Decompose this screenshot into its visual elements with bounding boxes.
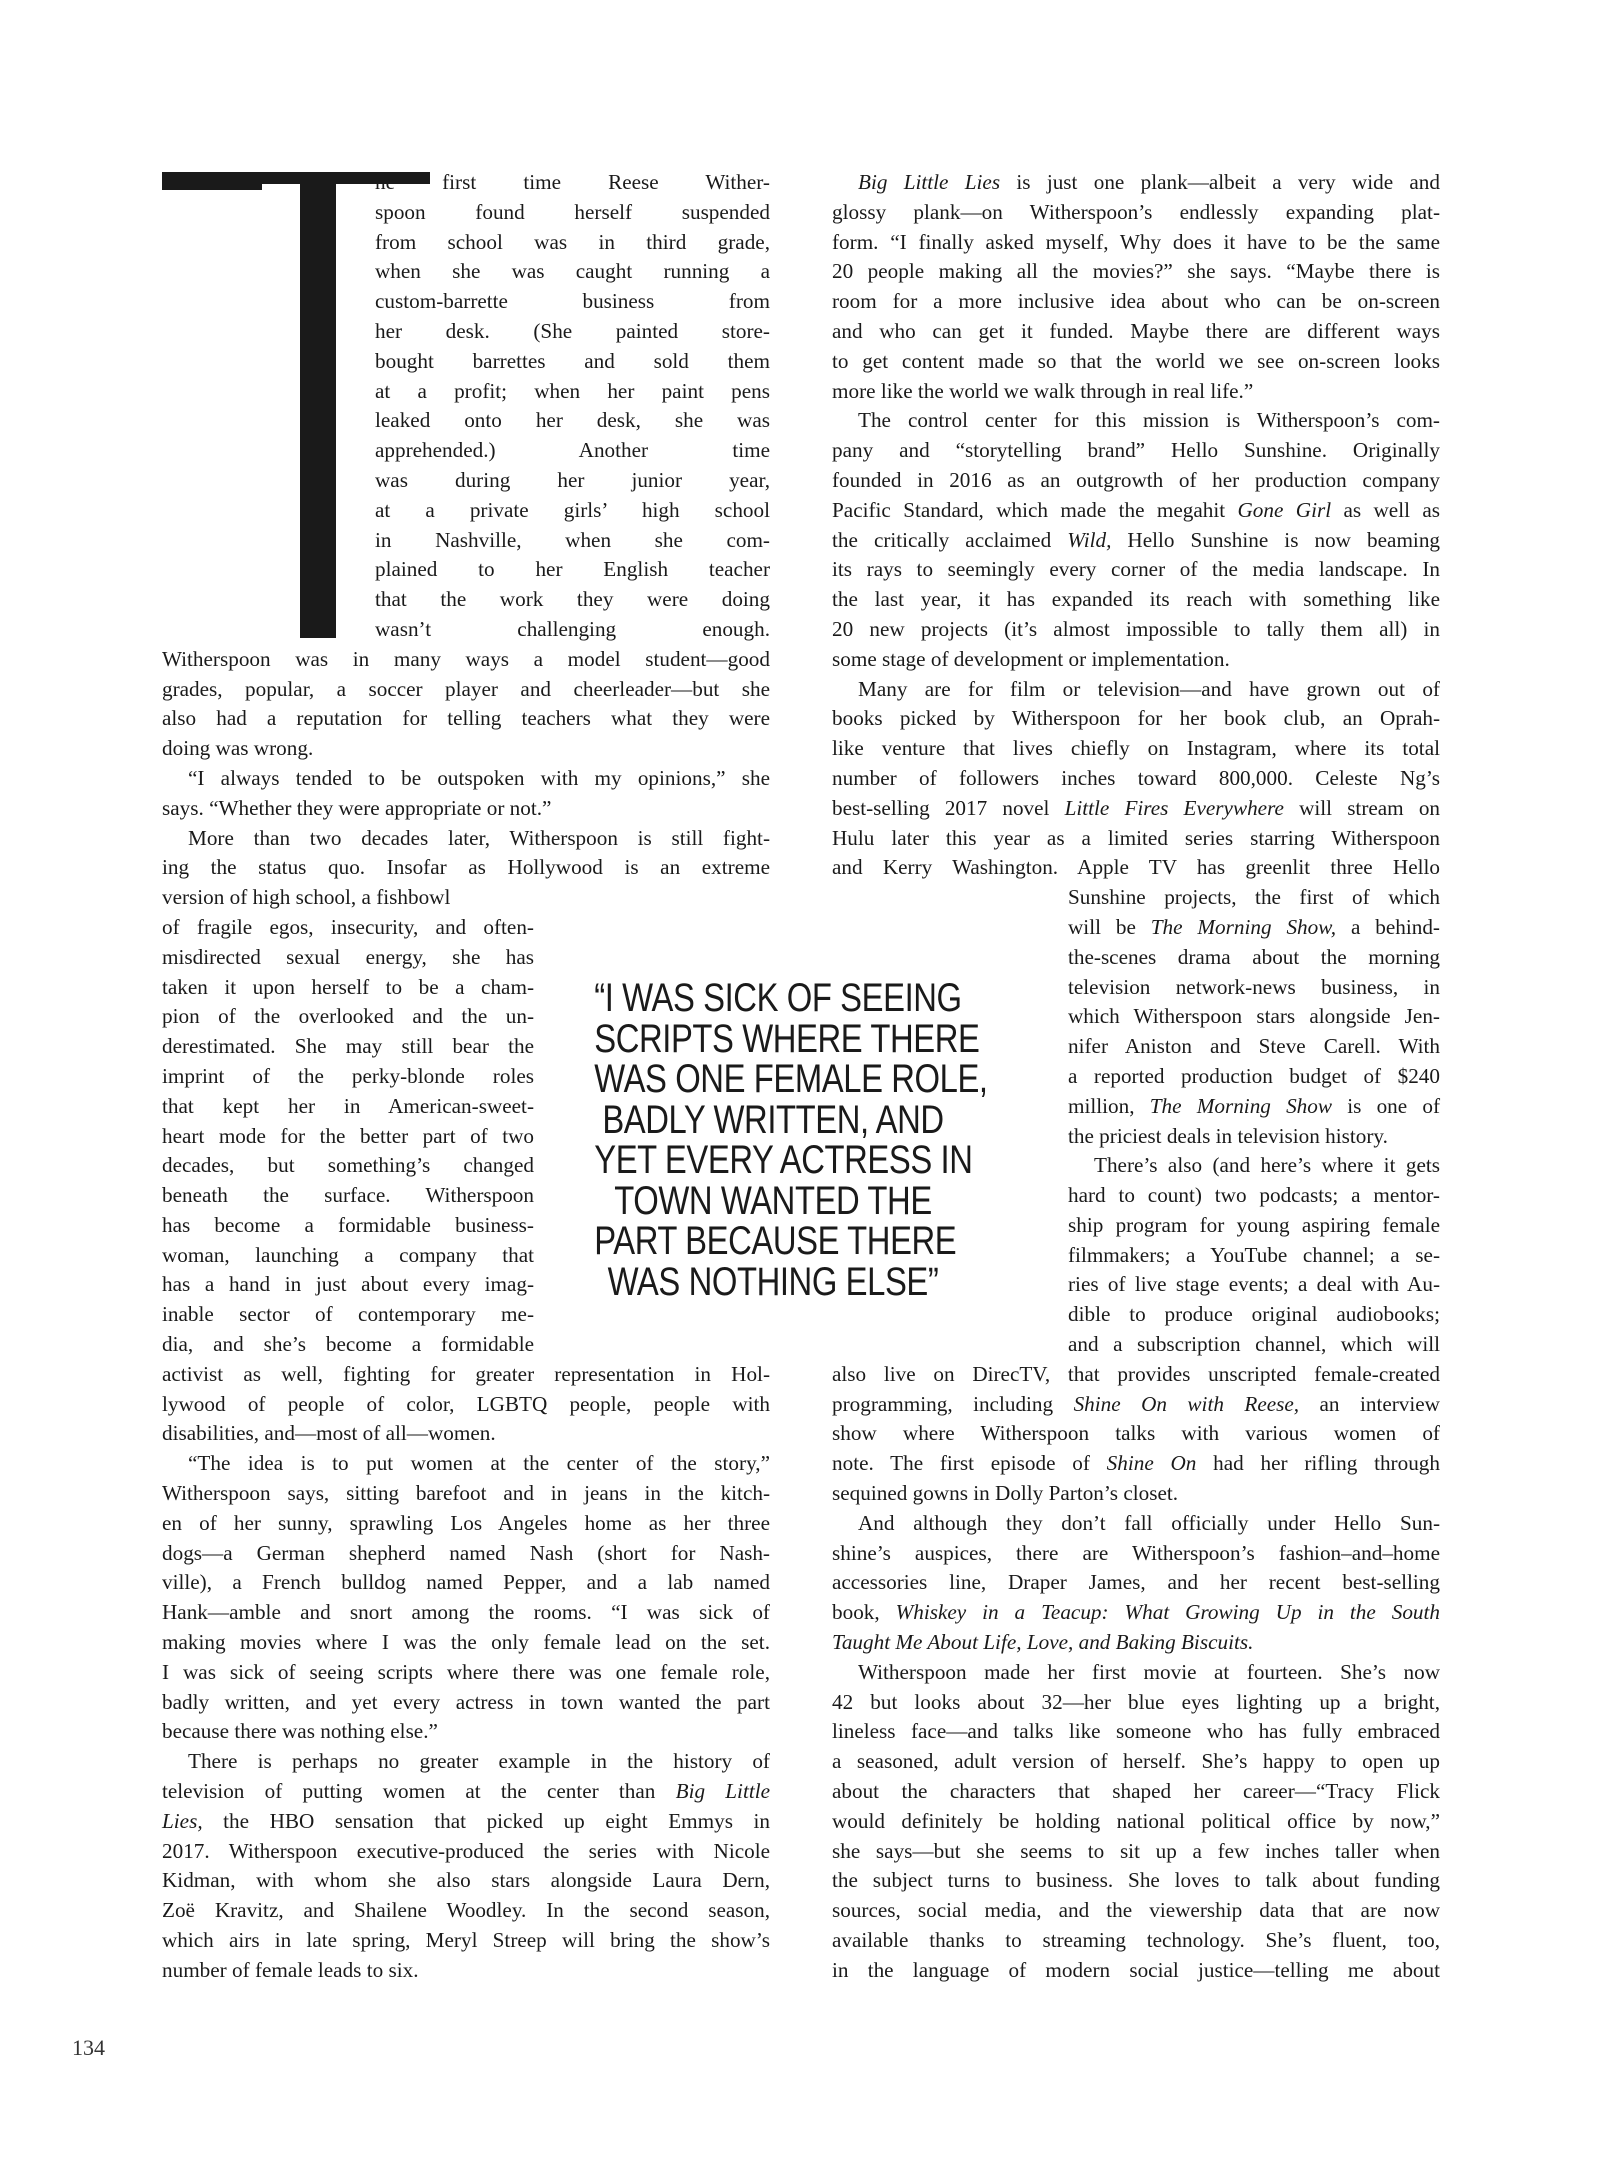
text-line: and who can get it funded. Maybe there are different ways [832,318,1440,343]
text-line: in Nashville, when she com- [375,527,770,552]
text-line: glossy plank—on Witherspoon’s endlessly expanding plat- [832,199,1440,224]
text-line: has a hand in just about every imag- [162,1272,534,1297]
text-line: 2017. Witherspoon executive-produced the series with Nicole [162,1838,770,1863]
text-line: form. “I finally asked myself, Why does it have to be the same [832,229,1440,254]
text-line: misdirected sexual energy, she has [162,944,534,969]
text-line: sequined gowns in Dolly Parton’s closet. [832,1481,1179,1506]
text-line: the critically acclaimed Wild, Hello Sunshine is now beaming [832,527,1441,552]
pull-quote-line: “I WAS SICK OF SEEING [594,976,962,1020]
text-line: number of female leads to six. [162,1957,419,1982]
text-line: derestimated. She may still bear the [162,1034,534,1059]
pull-quote-line: TOWN WANTED THE [614,1178,932,1223]
text-line: some stage of development or implementation. [832,646,1230,671]
text-line: activist as well, fighting for greater representation in Hol- [162,1361,770,1386]
text-line: when she was caught running a [375,259,770,284]
text-line: was during her junior year, [375,467,770,492]
text-line: at a profit; when her paint pens [375,378,770,403]
text-line: about the characters that shaped her career—“Tracy Flick [832,1779,1440,1804]
text-line: Lies, the HBO sensation that picked up eight Emmys in [162,1808,770,1833]
text-line: like venture that lives chiefly on Instagram, where its total [832,736,1440,761]
text-line: also live on DirecTV, that provides unscripted female-created [832,1361,1440,1386]
page-number: 134 [72,2035,105,2060]
pull-quote [594,976,988,1304]
text-line: making movies where I was the only female lead on the set. [162,1630,770,1655]
text-line: pion of the overlooked and the un- [162,1004,534,1029]
text-line: accessories line, Draper James, and her recent best-selling [832,1570,1440,1595]
text-line: beneath the surface. Witherspoon [162,1183,534,1208]
pull-quote-line: WAS ONE FEMALE ROLE, [594,1057,988,1101]
text-line: lywood of people of color, LGBTQ people, people with [162,1391,770,1416]
text-line: dible to produce original audiobooks; [1068,1302,1440,1327]
text-line: doing was wrong. [162,736,314,761]
text-line: More than two decades later, Witherspoon is still fight- [188,825,770,850]
pull-quote-line: BADLY WRITTEN, AND [602,1097,944,1142]
text-line: inable sector of contemporary me- [162,1302,534,1327]
text-line: Zoë Kravitz, and Shailene Woodley. In the second season, [162,1898,770,1923]
text-line: woman, launching a company that [162,1242,534,1267]
text-line: grades, popular, a soccer player and cheerleader—but she [162,676,770,701]
text-line: founded in 2016 as an outgrowth of her production company [832,467,1440,492]
text-line: Big Little Lies is just one plank—albeit a very wide and [858,170,1440,194]
text-line: 42 but looks about 32—her blue eyes lighting up a bright, [832,1689,1440,1714]
text-line: Pacific Standard, which made the megahit Gone Girl as well as [832,497,1441,522]
text-line: million, The Morning Show is one of [1068,1093,1441,1118]
text-line: ship program for young aspiring female [1068,1212,1440,1237]
text-line: Sunshine projects, the first of which [1068,885,1440,910]
text-line: she says—but she seems to sit up a few inches taller when [832,1838,1440,1863]
text-line: I was sick of seeing scripts where there was one female role, [162,1659,770,1684]
text-line: ing the status quo. Insofar as Hollywood is an extreme [162,855,770,880]
text-line: 20 people making all the movies?” she says. “Maybe there is [832,259,1440,284]
text-line: version of high school, a fishbowl [162,885,451,910]
text-line: 20 new projects (it’s almost impossible to tally them all) in [832,616,1440,641]
text-line: available thanks to streaming technology. She’s fluent, too, [832,1928,1440,1953]
text-line: en of her sunny, sprawling Los Angeles home as her three [162,1510,770,1535]
pull-quote-line: PART BECAUSE THERE [594,1219,957,1263]
text-line: Witherspoon was in many ways a model student—good [162,646,770,671]
text-line: at a private girls’ high school [375,497,770,522]
text-line: imprint of the perky-blonde roles [162,1063,534,1088]
text-line: decades, but something’s changed [162,1153,534,1178]
text-line: taken it upon herself to be a cham- [162,974,534,999]
text-line: the last year, it has expanded its reach with something like [832,587,1440,612]
text-line: book, Whiskey in a Teacup: What Growing Up in the South [832,1600,1440,1625]
text-line: Hulu later this year as a limited series starring Witherspoon [832,825,1440,850]
text-line: sources, social media, and the viewership data that are now [832,1898,1440,1923]
text-line: will be The Morning Show, a behind- [1068,914,1440,939]
text-line: dia, and she’s become a formidable [162,1332,534,1357]
text-line: which airs in late spring, Meryl Streep will bring the show’s [162,1928,770,1953]
text-line: heart mode for the better part of two [162,1123,534,1148]
text-line: television network-news business, in [1068,974,1440,999]
text-line: pany and “storytelling brand” Hello Sunshine. Originally [832,438,1440,463]
text-line: The control center for this mission is Witherspoon’s com- [858,408,1440,433]
text-line: Many are for film or television—and have grown out of [858,676,1440,701]
text-line: ville), a French bulldog named Pepper, and a lab named [162,1570,770,1595]
text-line: lineless face—and talks like someone who has fully embraced [832,1719,1440,1744]
text-line: he first time Reese Wither- [375,170,770,194]
text-line: Taught Me About Life, Love, and Baking Biscuits. [832,1630,1254,1655]
text-line: number of followers inches toward 800,000. Celeste Ng’s [832,765,1440,790]
text-line: disabilities, and—most of all—women. [162,1421,496,1446]
text-line: that the work they were doing [375,587,770,612]
text-line: spoon found herself suspended [375,199,770,224]
text-line: nifer Aniston and Steve Carell. With [1068,1034,1440,1059]
text-line: the-scenes drama about the morning [1068,944,1440,969]
text-line: leaked onto her desk, she was [375,408,770,433]
text-line: programming, including Shine On with Reese, an interview [832,1391,1440,1416]
text-line: custom-barrette business from [375,289,770,314]
text-line: bought barrettes and sold them [375,348,770,373]
text-line: shine’s auspices, there are Witherspoon’s fashion–and–home [832,1540,1440,1565]
text-line: best-selling 2017 novel Little Fires Everywhere will stream on [832,795,1441,820]
text-line: a reported production budget of $240 [1068,1063,1440,1088]
text-line: Witherspoon made her first movie at fourteen. She’s now [858,1659,1440,1684]
text-line: the subject turns to business. She loves to talk about funding [832,1868,1440,1893]
text-line: that kept her in American-sweet- [162,1093,534,1118]
text-line: filmmakers; a YouTube channel; a se- [1068,1242,1440,1267]
text-line: and a subscription channel, which will [1068,1332,1440,1357]
text-line: from school was in third grade, [375,229,770,254]
text-line: which Witherspoon stars alongside Jen- [1068,1004,1440,1029]
text-line: its rays to seemingly every corner of the media landscape. In [832,557,1440,582]
text-line: because there was nothing else.” [162,1719,438,1744]
text-line: Kidman, with whom she also stars alongside Laura Dern, [162,1868,770,1893]
text-line: dogs—a German shepherd named Nash (short for Nash- [162,1540,770,1565]
text-line: And although they don’t fall officially under Hello Sun- [858,1510,1440,1535]
text-line: note. The first episode of Shine On had her rifling through [832,1451,1440,1476]
text-line: room for a more inclusive idea about who can be on-screen [832,289,1440,314]
text-line: show where Witherspoon talks with various women of [832,1421,1440,1446]
text-line: a seasoned, adult version of herself. She’s happy to open up [832,1749,1440,1774]
text-line: to get content made so that the world we see on-screen looks [832,348,1440,373]
text-line: There’s also (and here’s where it gets [1094,1153,1440,1178]
text-line: and Kerry Washington. Apple TV has greenlit three Hello [832,855,1440,880]
text-line: badly written, and yet every actress in town wanted the part [162,1689,770,1714]
text-line: says. “Whether they were appropriate or not.” [162,795,552,820]
text-line: hard to count) two podcasts; a mentor- [1068,1183,1440,1208]
text-line: There is perhaps no greater example in the history of [188,1749,770,1774]
text-line: books picked by Witherspoon for her book club, an Oprah- [832,706,1440,731]
text-line: “The idea is to put women at the center of the story,” [188,1451,770,1476]
text-line: in the language of modern social justice—telling me about [832,1957,1440,1982]
text-line: her desk. (She painted store- [375,318,770,343]
text-line: more like the world we walk through in real life.” [832,378,1254,403]
text-line: has become a formidable business- [162,1212,534,1237]
text-line: television of putting women at the center than Big Little [162,1779,771,1804]
pull-quote-line: YET EVERY ACTRESS IN [594,1138,973,1182]
pull-quote-line: SCRIPTS WHERE THERE [594,1016,980,1061]
text-line: “I always tended to be outspoken with my opinions,” she [188,765,770,790]
pull-quote-line: WAS NOTHING ELSE” [607,1259,939,1304]
text-line: Witherspoon says, sitting barefoot and in jeans in the kitch- [162,1481,770,1506]
text-line: apprehended.) Another time [375,438,770,463]
text-line: plained to her English teacher [375,557,770,582]
text-line: would definitely be holding national political office by now,” [832,1808,1440,1833]
text-line: Hank—amble and snort among the rooms. “I was sick of [162,1600,770,1625]
text-line: of fragile egos, insecurity, and often- [162,914,534,939]
text-line: wasn’t challenging enough. [375,616,770,641]
text-line: also had a reputation for telling teachers what they were [162,706,770,731]
text-line: the priciest deals in television history. [1068,1123,1388,1148]
text-line: ries of live stage events; a deal with Au- [1068,1272,1440,1297]
